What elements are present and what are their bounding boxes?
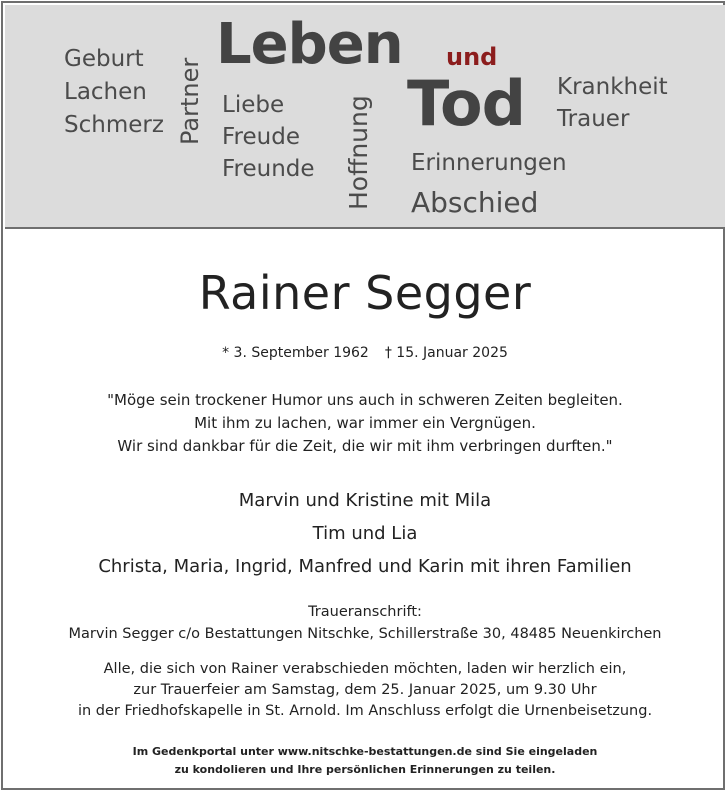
address-text: Marvin Segger c/o Bestattungen Nitschke, Schillerstraße 30, 48485 Neuenkirchen bbox=[68, 626, 662, 642]
mourner-line: Christa, Maria, Ingrid, Manfred und Karin mit ihren Familien bbox=[98, 556, 632, 577]
word-freude: Freude bbox=[222, 124, 300, 150]
invitation-line: Alle, die sich von Rainer verabschieden möchten, laden wir herzlich ein, bbox=[103, 661, 627, 677]
word-und: und bbox=[446, 43, 498, 71]
death-date: † 15. Januar 2025 bbox=[384, 345, 508, 361]
quote-line: Wir sind dankbar für die Zeit, die wir mit ihm verbringen durften." bbox=[117, 437, 613, 455]
quote-line: "Möge sein trockener Humor uns auch in schweren Zeiten begleiten. bbox=[107, 391, 623, 409]
word-trauer: Trauer bbox=[557, 106, 630, 132]
word-krankheit: Krankheit bbox=[557, 74, 668, 100]
mourners-list bbox=[5, 484, 725, 583]
deceased-name: Rainer Segger bbox=[198, 266, 532, 320]
word-abschied: Abschied bbox=[411, 186, 539, 219]
invitation-line: in der Friedhofskapelle in St. Arnold. Im Anschluss erfolgt die Urnenbeisetzung. bbox=[77, 703, 653, 719]
quote-line: Mit ihm zu lachen, war immer ein Vergnügen. bbox=[194, 414, 536, 432]
word-hoffnung: Hoffnung bbox=[344, 95, 373, 210]
word-erinnerungen: Erinnerungen bbox=[411, 150, 567, 176]
mourner-line: Marvin und Kristine mit Mila bbox=[238, 490, 492, 511]
word-schmerz: Schmerz bbox=[64, 112, 164, 138]
address-label: Traueranschrift: bbox=[308, 604, 422, 620]
mourner-line: Tim und Lia bbox=[312, 523, 418, 544]
word-lachen: Lachen bbox=[64, 79, 147, 105]
life-dates bbox=[5, 345, 725, 361]
word-cloud-banner bbox=[5, 5, 725, 229]
word-geburt: Geburt bbox=[64, 46, 144, 72]
word-leben: Leben bbox=[216, 12, 403, 77]
obituary-frame bbox=[1, 1, 725, 790]
word-liebe: Liebe bbox=[222, 92, 285, 118]
portal-line: Im Gedenkportal unter www.nitschke-bestattungen.de sind Sie eingeladen bbox=[132, 745, 598, 758]
portal-line: zu kondolieren und Ihre persönlichen Erinnerungen zu teilen. bbox=[174, 763, 556, 776]
memorial-portal-note bbox=[5, 743, 725, 779]
funeral-invitation bbox=[5, 659, 725, 722]
word-partner: Partner bbox=[176, 57, 204, 145]
word-freunde: Freunde bbox=[222, 156, 315, 182]
mourning-address bbox=[5, 601, 725, 645]
invitation-line: zur Trauerfeier am Samstag, dem 25. Januar 2025, um 9.30 Uhr bbox=[133, 682, 597, 698]
memorial-quote bbox=[5, 389, 725, 458]
birth-date: * 3. September 1962 bbox=[222, 345, 369, 361]
word-tod: Tod bbox=[407, 67, 526, 140]
